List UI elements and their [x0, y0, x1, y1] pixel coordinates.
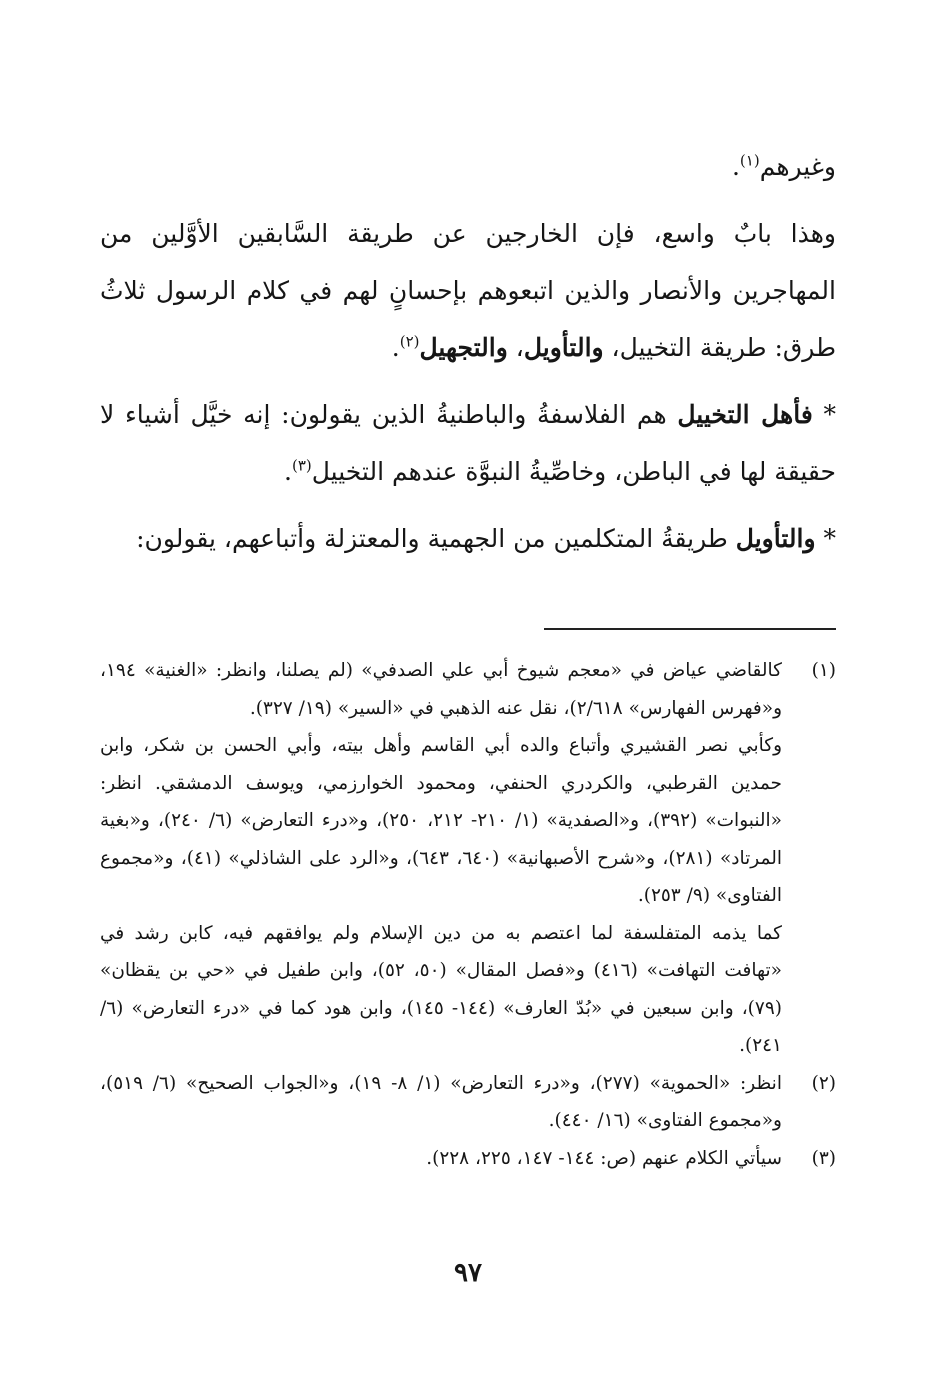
footnote-ref-1: (١) — [739, 151, 760, 170]
footnote-paragraph: كالقاضي عياض في «معجم شيوخ أبي علي الصدفي» (لم يصلنا، وانظر: «الغنية» ١٩٤، و«فهرس الفهارس» ٢/٦١٨)، نقل عنه الذهبي في «السير» (١٩/ ٣٢٧). — [100, 660, 782, 719]
main-text — [100, 138, 836, 577]
paragraph-3-end: . — [284, 457, 292, 486]
term-tajhil: والتجهيل — [419, 333, 508, 362]
term-tawil: والتأويل — [523, 333, 604, 362]
separator: ، — [603, 333, 620, 362]
paragraph-4-text: طريقةُ المتكلمين من الجهمية والمعتزلة وأتباعهم، يقولون: — [136, 524, 736, 553]
footnote-number: (٢) — [811, 1072, 836, 1094]
footnote-number: (٣) — [811, 1147, 836, 1169]
separator: ، — [507, 333, 524, 362]
footnote-ref-3: (٣) — [291, 456, 312, 475]
footnote-separator — [544, 628, 836, 630]
footnote-paragraph: سيأتي الكلام عنهم (ص: ١٤٤- ١٤٧، ٢٢٥، ٢٢٨). — [426, 1147, 782, 1169]
star-bullet: * — [812, 400, 836, 429]
footnote-2 — [100, 1065, 836, 1140]
paragraph-2-end: . — [391, 333, 400, 362]
footnote-3 — [100, 1140, 836, 1178]
paragraph-1-text: وغيرهم — [759, 152, 836, 181]
footnote-paragraph: وكأبي نصر القشيري وأتباع والده أبي القاسم وأهل بيته، وأبي الحسن بن شكر، وابن حمدين القرطبي، والكردري الحنفي، ومحمود الخوارزمي، ويوسف الدمشقي. انظر: «النبوات» (٣٩٢)، و«الصفدية» (١/ ٢١٠- ٢١٢، ٢٥٠)، و«درء التعارض» (٦/ ٢٤٠)، و«بغية المرتاد» (٢٨١)، و«شرح الأصبهانية» (٦٤٠، ٦٤٣)، و«الرد على الشاذلي» (٤١)، و«مجموع الفتاوى» (٩/ ٢٥٣). — [100, 735, 783, 906]
paragraph-2 — [100, 205, 836, 376]
footnote-number: (١) — [811, 660, 836, 681]
footnote-1 — [100, 652, 836, 1065]
star-bullet: * — [815, 524, 836, 553]
book-page — [100, 0, 836, 1390]
footnote-ref-2: (٢) — [399, 332, 420, 351]
term-tawil-heading: والتأويل — [735, 524, 816, 553]
paragraph-4 — [100, 510, 836, 567]
paragraph-1-end: . — [731, 152, 740, 181]
footnotes — [100, 652, 836, 1177]
footnote-body — [100, 652, 782, 1065]
paragraph-2-text: وهذا بابٌ واسع، فإن الخارجين عن طريقة السَّابقين الأوَّلين من المهاجرين والأنصار والذين اتبعوهم بإحسانٍ لهم في كلام الرسول ثلاثُ طرق: — [100, 219, 836, 362]
paragraph-3-text: هم الفلاسفةُ والباطنيةُ الذين يقولون: إنه خيَّل أشياء لا حقيقة لها في الباطن، وخاصِّيةُ النبوَّة عندهم التخييل — [100, 400, 836, 486]
term-ahl-takhyil: فأهل التخييل — [677, 400, 813, 429]
paragraph-3 — [100, 386, 836, 500]
page-number: ٩٧ — [454, 1258, 482, 1288]
paragraph-1 — [100, 138, 836, 195]
footnote-paragraph: انظر: «الحموية» (٢٧٧)، و«درء التعارض» (١/ ٨- ١٩)، و«الجواب الصحيح» (٦/ ٥١٩)، و«مجموع الفتاوى» (١٦/ ٤٤٠). — [100, 1072, 782, 1131]
footnote-body — [100, 1065, 782, 1140]
footnote-body — [100, 1140, 782, 1178]
term-takhyil: طريقة التخييل — [619, 333, 767, 362]
footnote-paragraph: كما يذمه المتفلسفة لما اعتصم به من دين الإسلام ولم يوافقهم فيه، كابن رشد في «تهافت التهافت» (٤١٦) و«فصل المقال» (٥٠، ٥٢)، وابن طفيل في «حي بن يقظان» (٧٩)، وابن سبعين في «بُدّ العارف» (١٤٤- ١٤٥)، وابن هود كما في «درء التعارض» (٦/ ٢٤١). — [100, 922, 782, 1056]
